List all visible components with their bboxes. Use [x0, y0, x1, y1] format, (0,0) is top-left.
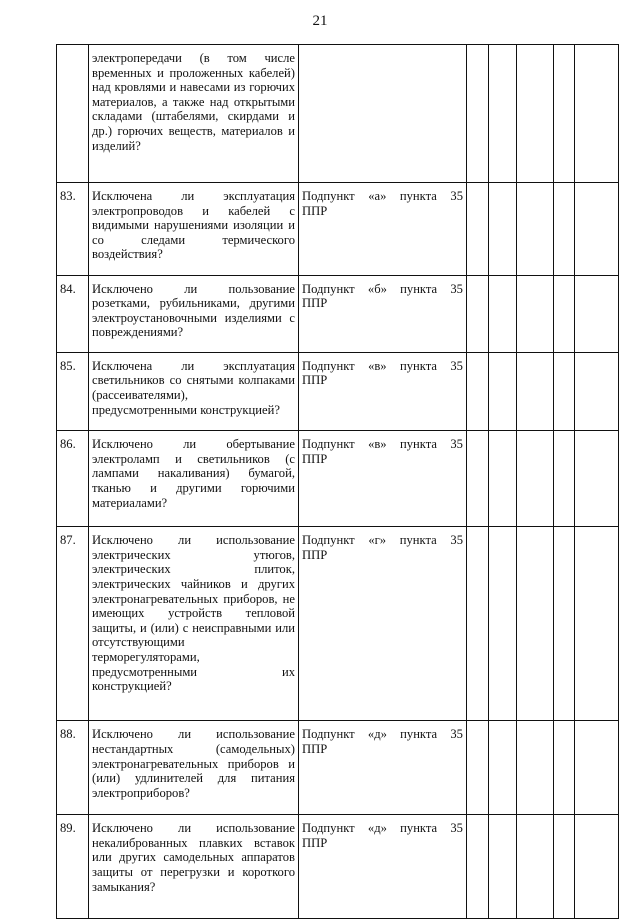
ref-word: Подпункт	[302, 188, 355, 203]
legal-reference	[299, 275, 467, 352]
answer-cell-no[interactable]	[489, 45, 517, 183]
answer-cell-extra[interactable]	[554, 182, 575, 275]
ref-word: Подпункт	[302, 533, 355, 548]
answer-cell-na[interactable]	[517, 45, 554, 183]
requirement-question: Исключено ли обертывание электроламп и светильников (с лампами накаливания) бумагой, тканью и другими горючими материалами?	[89, 431, 299, 527]
ref-word: «а»	[368, 188, 387, 203]
checklist-row	[57, 45, 619, 183]
checklist-row	[57, 431, 619, 527]
ref-word: пункта	[400, 727, 438, 742]
ref-word: пункта	[399, 188, 437, 203]
answer-cell-extra[interactable]	[554, 527, 575, 721]
answer-cell-extra[interactable]	[554, 431, 575, 527]
row-number: 83.	[57, 182, 89, 275]
answer-cell-no[interactable]	[489, 527, 517, 721]
checklist-rows	[57, 45, 619, 919]
answer-cell-extra[interactable]	[554, 45, 575, 183]
answer-cell-yes[interactable]	[467, 815, 489, 919]
answer-cell-extra[interactable]	[554, 275, 575, 352]
answer-cell-no[interactable]	[489, 431, 517, 527]
checklist-row	[57, 815, 619, 919]
ref-word: 35	[450, 281, 463, 296]
checklist-row	[57, 275, 619, 352]
answer-cell-na[interactable]	[517, 527, 554, 721]
checklist-row	[57, 721, 619, 815]
ref-word: 35	[450, 358, 463, 373]
answer-cell-extra[interactable]	[554, 352, 575, 430]
legal-reference	[299, 45, 467, 183]
legal-reference	[299, 182, 467, 275]
ref-word: «д»	[367, 727, 387, 742]
ref-word: пункта	[400, 358, 437, 373]
ref-word: Подпункт	[302, 358, 355, 373]
answer-cell-yes[interactable]	[467, 182, 489, 275]
ref-document: ППР	[302, 835, 328, 850]
ref-word: пункта	[400, 437, 437, 452]
checklist-row	[57, 352, 619, 430]
answer-cell-no[interactable]	[489, 352, 517, 430]
answer-cell-na[interactable]	[517, 431, 554, 527]
legal-reference	[299, 431, 467, 527]
ref-word: Подпункт	[302, 727, 355, 742]
legal-reference	[299, 527, 467, 721]
requirement-question: Исключено ли пользование розетками, рубильниками, другими электроустановочными изделиями с повреждениями?	[89, 275, 299, 352]
answer-cell-yes[interactable]	[467, 45, 489, 183]
page-number: 21	[312, 13, 328, 29]
answer-cell-na[interactable]	[517, 352, 554, 430]
ref-word: 35	[450, 188, 463, 203]
ref-word: 35	[450, 727, 463, 742]
requirement-question: Исключено ли использование некалиброванных плавких вставок или других самодельных аппаратов защиты от перегрузки и короткого замыкания?	[89, 815, 299, 919]
ref-document: ППР	[302, 296, 328, 311]
ref-document: ППР	[302, 547, 328, 562]
row-number: 89.	[57, 815, 89, 919]
answer-cell-no[interactable]	[489, 721, 517, 815]
answer-cell-note[interactable]	[575, 815, 619, 919]
row-number	[57, 45, 89, 183]
answer-cell-note[interactable]	[575, 431, 619, 527]
ref-word: «д»	[367, 821, 387, 836]
ref-word: Подпункт	[302, 821, 355, 836]
ref-document: ППР	[302, 742, 328, 756]
row-number: 84.	[57, 275, 89, 352]
legal-reference	[299, 352, 467, 430]
answer-cell-note[interactable]	[575, 721, 619, 815]
ref-word: 35	[450, 437, 463, 452]
checklist-table	[56, 44, 619, 919]
ref-word: 35	[450, 821, 463, 836]
requirement-question: электропередачи (в том числе временных и проложенных кабелей) над кровлями и навесами из горючих материалов, а также над открытыми складами (штабелями, скирдами и др.) горючих веществ, материалов и изделий?	[89, 45, 299, 183]
ref-document: ППР	[302, 203, 328, 218]
answer-cell-extra[interactable]	[554, 721, 575, 815]
ref-document: ППР	[302, 373, 328, 388]
ref-word: Подпункт	[302, 281, 355, 296]
answer-cell-yes[interactable]	[467, 431, 489, 527]
ref-word: 35	[450, 533, 463, 548]
answer-cell-no[interactable]	[489, 182, 517, 275]
answer-cell-yes[interactable]	[467, 352, 489, 430]
answer-cell-note[interactable]	[575, 182, 619, 275]
ref-word: Подпункт	[302, 437, 355, 452]
legal-reference	[299, 815, 467, 919]
answer-cell-no[interactable]	[489, 275, 517, 352]
ref-word: пункта	[400, 281, 438, 296]
row-number: 88.	[57, 721, 89, 815]
requirement-question: Исключена ли эксплуатация электропроводов и кабелей с видимыми нарушениями изоляции и со следами термического воздействия?	[89, 182, 299, 275]
ref-word: пункта	[400, 821, 438, 836]
row-number: 85.	[57, 352, 89, 430]
answer-cell-na[interactable]	[517, 721, 554, 815]
checklist-row	[57, 182, 619, 275]
ref-word: «б»	[367, 281, 387, 296]
answer-cell-note[interactable]	[575, 275, 619, 352]
answer-cell-note[interactable]	[575, 527, 619, 721]
ref-word: «в»	[368, 358, 387, 373]
ref-word: «г»	[368, 533, 387, 548]
ref-word: «в»	[368, 437, 387, 452]
row-number: 86.	[57, 431, 89, 527]
ref-document: ППР	[302, 451, 328, 466]
requirement-question: Исключено ли использование электрических утюгов, электрических плиток, электрических чайников и других электронагревательных приборов, не имеющих устройств тепловой защиты, и (или) с неисправными или отсутствующими терморегуляторами, предусмотренными их конструкцией?	[89, 527, 299, 721]
requirement-question: Исключено ли использование нестандартных (самодельных) электронагревательных приборов и (или) удлинителей для питания электроприборов?	[89, 721, 299, 815]
checklist-row	[57, 527, 619, 721]
row-number: 87.	[57, 527, 89, 721]
answer-cell-note[interactable]	[575, 45, 619, 183]
answer-cell-yes[interactable]	[467, 721, 489, 815]
ref-word: пункта	[399, 533, 437, 548]
answer-cell-no[interactable]	[489, 815, 517, 919]
answer-cell-note[interactable]	[575, 352, 619, 430]
answer-cell-yes[interactable]	[467, 527, 489, 721]
answer-cell-extra[interactable]	[554, 815, 575, 919]
answer-cell-na[interactable]	[517, 182, 554, 275]
answer-cell-na[interactable]	[517, 815, 554, 919]
requirement-question: Исключена ли эксплуатация светильников со снятыми колпаками (рассеивателями), предусмотренными конструкцией?	[89, 352, 299, 430]
legal-reference	[299, 721, 467, 815]
answer-cell-yes[interactable]	[467, 275, 489, 352]
answer-cell-na[interactable]	[517, 275, 554, 352]
